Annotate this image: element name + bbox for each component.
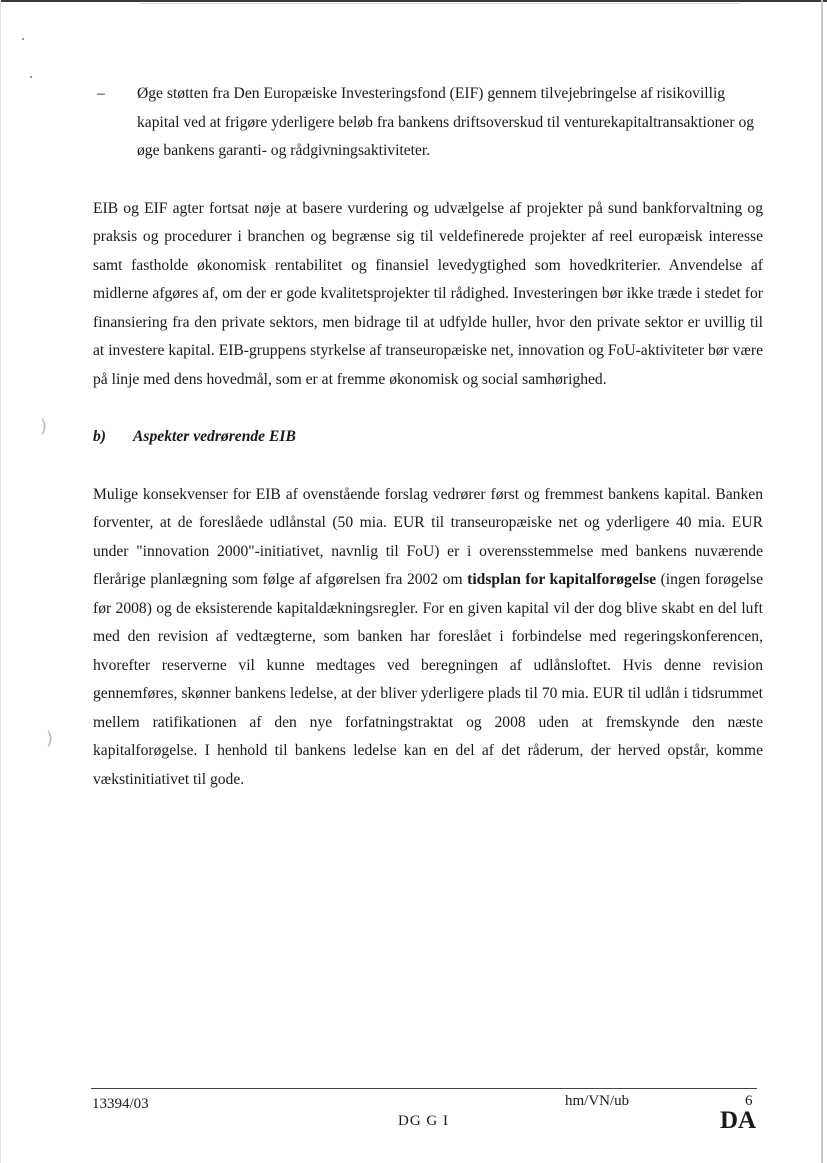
section-label: b) — [93, 428, 106, 445]
section-heading-b — [93, 423, 763, 452]
paragraph-consequences-part-1: Mulige konsekvenser for EIB af ovenstående forslag vedrører først og fremmest bankens kapital. Banken forventer, at de foreslåede udlånstal (50 mia. EUR til transeuropæiske net og yderligere 40 mia. EUR under "innovation 2000"-initiativet, navnlig til FoU) er i overensstemmelse med bankens nuværende flerårige planlægning som følge af afgørelsen fra 2002 om — [93, 485, 763, 588]
right-page-edge — [821, 0, 823, 1163]
bullet-text: Øge støtten fra Den Europæiske Investeringsfond (EIF) gennem tilvejebringelse af risikovillig kapital ved at frigøre yderligere beløb fra bankens driftsoverskud til venturekapitaltransaktioner og øge bankens garanti- og rådgivningsaktiviteter. — [137, 85, 755, 159]
scan-speck — [30, 76, 32, 78]
paragraph-consequences — [93, 481, 763, 795]
paragraph-consequences-part-2: (ingen forøgelse før 2008) og de eksisterende kapitaldækningsregler. For en given kapital vil der dog blive skabt en del luft med den revision af vedtægterne, som banken har foreslået i forbindelse med regeringskonferencen, hvorefter reserverne vil kunne medtages ved beregningen af udlånsloftet. Hvis denne revision gennemføres, skønner bankens ledelse, at der bliver yderligere plads til 70 mia. EUR til udlån i tidsrummet mellem ratifikationen af den nye forfatningstraktat og 2008 uden at fremskynde den næste kapitalforøgelse. I henhold til bankens ledelse kan en del af det råderum, der herved opstår, komme vækstinitiativet til gode. — [93, 571, 763, 788]
footer-language-code: DA — [720, 1107, 757, 1134]
document-body — [93, 80, 763, 794]
footer-directorate: DG G I — [398, 1113, 449, 1129]
scan-speck — [22, 38, 24, 40]
bullet-dash: – — [97, 85, 105, 102]
top-border-line — [0, 0, 827, 2]
paragraph-consequences-bold: tidsplan for kapitalforøgelse — [467, 571, 657, 588]
footer-divider — [91, 1088, 757, 1089]
punch-hole-mark: ) — [40, 416, 48, 437]
punch-hole-mark: ) — [46, 728, 54, 749]
left-page-edge — [0, 0, 1, 1163]
footer-initials: hm/VN/ub — [565, 1093, 630, 1109]
top-scan-line — [140, 3, 740, 4]
footer-document-reference: 13394/03 — [92, 1096, 149, 1112]
bullet-item — [93, 80, 763, 166]
footer-page-number: 6 — [745, 1093, 753, 1109]
paragraph-eib-eif: EIB og EIF agter fortsat nøje at basere vurdering og udvælgelse af projekter på sund bankforvaltning og praksis og procedurer i branchen og begrænse sig til veldefinerede projekter af reel europæisk interesse samt fastholde økonomisk rentabilitet og finansiel levedygtighed som hovedkriterier. Anvendelse af midlerne afgøres af, om der er gode kvalitetsprojekter til rådighed. Investeringen bør ikke træde i stedet for finansiering fra den private sektors, men bidrage til at udfylde huller, hvor den private sektor er uvillig til at investere kapital. EIB-gruppens styrkelse af transeuropæiske net, innovation og FoU-aktiviteter bør være på linje med dens hovedmål, som er at fremme økonomisk og social samhørighed. — [93, 199, 763, 388]
section-title: Aspekter vedrørende EIB — [133, 428, 296, 445]
